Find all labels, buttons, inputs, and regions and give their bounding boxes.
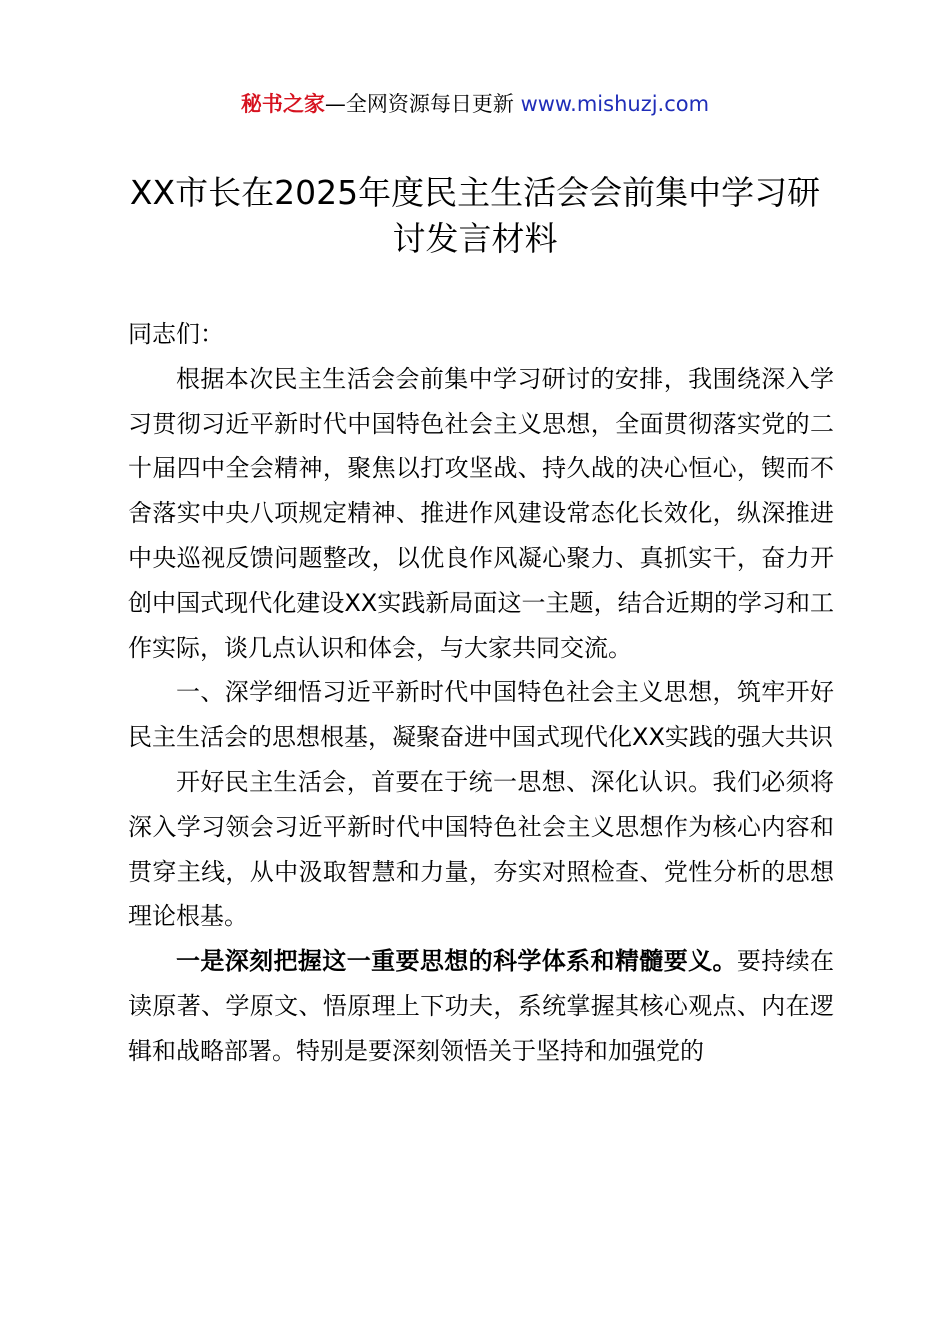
salutation: 同志们： (128, 320, 224, 348)
intro-paragraph: 根据本次民主生活会会前集中学习研讨的安排，我围绕深入学习贯彻习近平新时代中国特色社会主义思想，全面贯彻落实党的二十届四中全会精神，聚焦以打攻坚战、持久战的决心恒心，锲而不舍落实中央八项规定精神、推进作风建设常态化长效化，纵深推进中央巡视反馈问题整改，以优良作风凝心聚力、真抓实干，奋力开创中国式现代化建设XX实践新局面这一主题，结合近期的学习和工作实际，谈几点认识和体会，与大家共同交流。 (128, 364, 834, 662)
header-tagline: —全网资源每日更新 (324, 92, 514, 116)
point-1-text: 要持续在读原著、学原文、悟原理上下功夫，系统掌握其核心观点、内在逻辑和战略部署。特别是要深刻领悟关于坚持和加强党的 (128, 947, 835, 1065)
site-header (0, 88, 950, 120)
site-url-link[interactable]: www.mishuzj.com (520, 92, 710, 116)
section-1-heading: 一、深学细悟习近平新时代中国特色社会主义思想，筑牢开好民主生活会的思想根基，凝聚奋进中国式现代化XX实践的强大共识 (128, 678, 834, 752)
point-1-lead: 一是深刻把握这一重要思想的科学体系和精髓要义。 (176, 947, 737, 976)
brand-name: 秘书之家 (240, 92, 325, 116)
document-title: XX市长在2025年度民主生活会会前集中学习研讨发言材料 (129, 173, 821, 258)
document-body (128, 312, 834, 1074)
point-1-paragraph (128, 939, 834, 1073)
section-1-paragraph: 开好民主生活会，首要在于统一思想、深化认识。我们必须将深入学习领会习近平新时代中国特色社会主义思想作为核心内容和贯穿主线，从中汲取智慧和力量，夯实对照检查、党性分析的思想理论根基。 (128, 767, 834, 931)
